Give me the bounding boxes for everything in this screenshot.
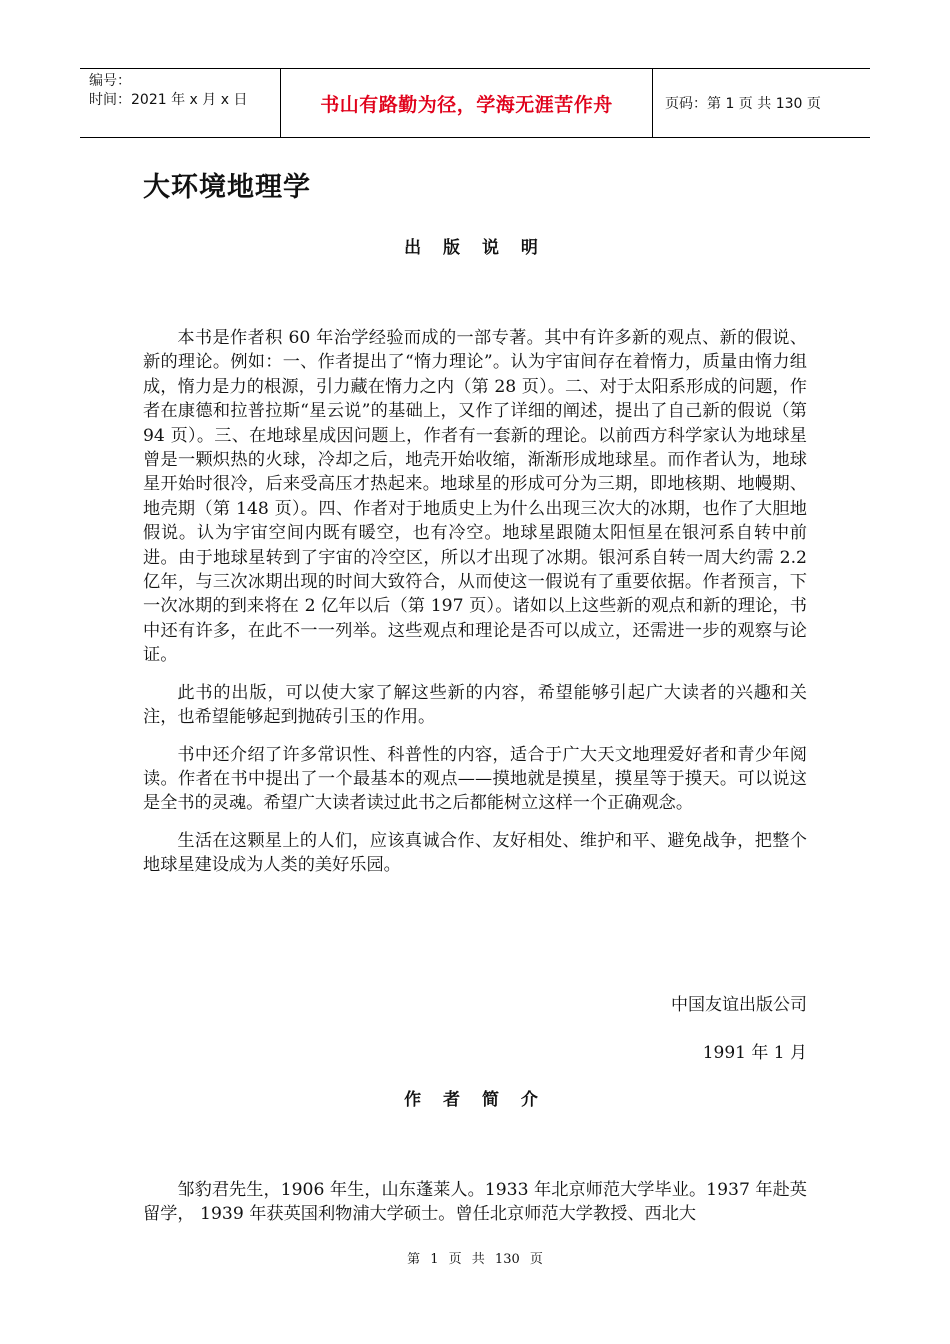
header-time-label: 时间：2021 年 x 月 x 日	[89, 92, 248, 108]
page-header	[80, 68, 870, 138]
author-intro-paragraph: 邹豹君先生，1906 年生，山东蓬莱人。1933 年北京师范大学毕业。1937 年赴英留学， 1939 年获英国利物浦大学硕士。曾任北京师范大学教授、西北大	[143, 1180, 807, 1225]
header-page-info: 页码：第 1 页 共 130 页	[665, 96, 821, 112]
header-number-label: 编号：	[89, 73, 131, 89]
author-intro-body	[143, 1178, 807, 1240]
publication-date: 1991 年 1 月	[702, 1043, 807, 1063]
page-footer: 第 1 页 共 130 页	[407, 1252, 543, 1267]
header-meta-cell	[80, 69, 281, 137]
publisher-name: 中国友谊出版公司	[671, 995, 807, 1015]
author-intro-heading: 作 者 简 介	[404, 1090, 546, 1110]
publication-note-paragraph: 生活在这颗星上的人们，应该真诚合作、友好相处、维护和平、避免战争，把整个地球星建设成为人类的美好乐园。	[143, 830, 807, 876]
publication-note-paragraph: 此书的出版，可以使大家了解这些新的内容，希望能够引起广大读者的兴趣和关注，也希望能够起到抛砖引玉的作用。	[143, 682, 807, 728]
publication-note-paragraph: 本书是作者积 60 年治学经验而成的一部专著。其中有许多新的观点、新的假说、新的理论。例如：一、作者提出了“惰力理论”。认为宇宙间存在着惰力，质量由惰力组成，惰力是力的根源，引力藏在惰力之内（第 28 页）。二、对于太阳系形成的问题，作者在康德和拉普拉斯“星云说”的基础上，又作了详细的阐述，提出了自己新的假说（第 94 页）。三、在地球星成因问题上，作者有一套新的理论。以前西方科学家认为地球星曾是一颗炽热的火球，冷却之后，地壳开始收缩，渐渐形成地球星。而作者认为，地球星开始时很冷，后来受高压才热起来。地球星的形成可分为三期，即地核期、地幔期、地壳期（第 148 页）。四、作者对于地质史上为什么出现三次大的冰期，也作了大胆地假说。认为宇宙空间内既有暖空，也有冷空。地球星跟随太阳恒星在银河系自转中前进。由于地球星转到了宇宙的冷空区，所以才出现了冰期。银河系自转一周大约需 2.2 亿年，与三次冰期出现的时间大致符合，从而使这一假说有了重要依据。作者预言，下一次冰期的到来将在 2 亿年以后（第 197 页）。诸如以上这些新的观点和新的理论，书中还有许多，在此不一一列举。这些观点和理论是否可以成立，还需进一步的观察与论证。	[143, 328, 807, 666]
publication-note-heading: 出 版 说 明	[404, 238, 546, 258]
publication-note-body	[143, 326, 807, 891]
header-motto: 书山有路勤为径，学海无涯苦作舟	[281, 69, 653, 137]
publication-note-paragraph: 书中还介绍了许多常识性、科普性的内容，适合于广大天文地理爱好者和青少年阅读。作者在书中提出了一个最基本的观点——摸地就是摸星，摸星等于摸天。可以说这是全书的灵魂。希望广大读者读过此书之后都能树立这样一个正确观念。	[143, 744, 807, 814]
document-title: 大环境地理学	[143, 172, 311, 203]
